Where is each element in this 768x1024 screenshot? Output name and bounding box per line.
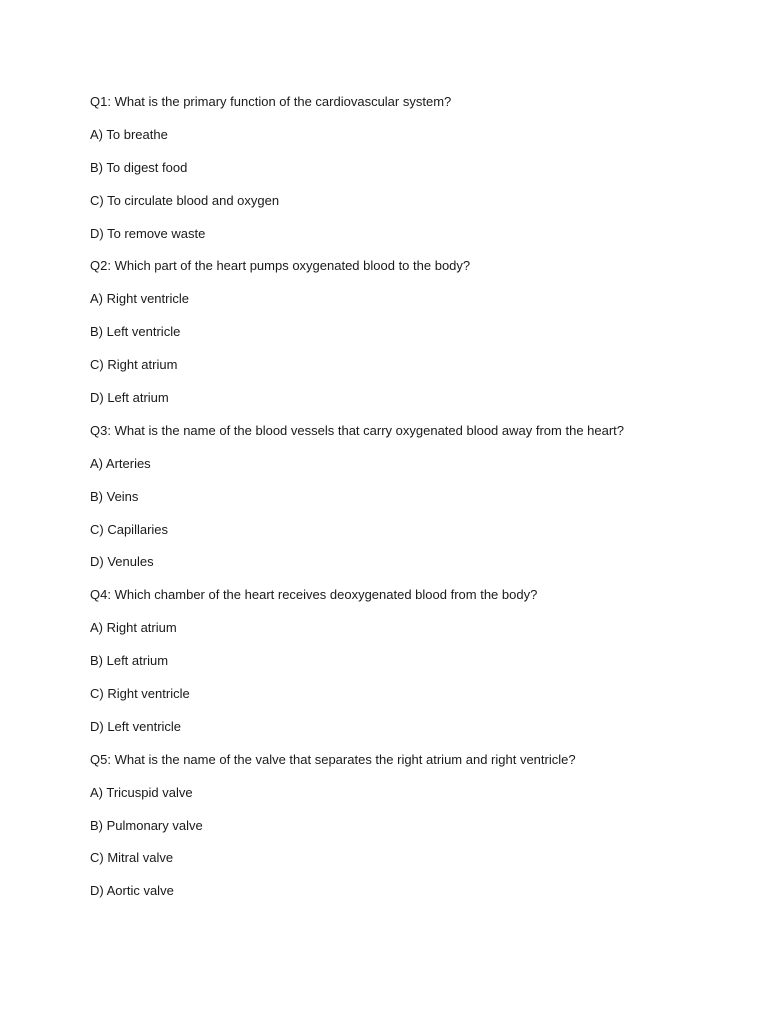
question-3-option-c: C) Capillaries xyxy=(90,521,169,537)
question-2-option-a: A) Right ventricle xyxy=(90,291,189,307)
question-2: Q2: Which part of the heart pumps oxygenated blood to the body? xyxy=(90,258,471,274)
question-5-option-b: B) Pulmonary valve xyxy=(90,817,203,833)
question-1-option-a: A) To breathe xyxy=(90,126,168,142)
question-5-option-d: D) Aortic valve xyxy=(90,883,174,899)
question-4-option-d: D) Left ventricle xyxy=(90,718,182,734)
question-5-option-c: C) Mitral valve xyxy=(90,850,174,866)
question-5: Q5: What is the name of the valve that separates the right atrium and right ventricle? xyxy=(90,751,576,767)
question-5-option-a: A) Tricuspid valve xyxy=(90,784,193,800)
question-3-option-b: B) Veins xyxy=(90,488,139,504)
question-3: Q3: What is the name of the blood vessels that carry oxygenated blood away from the heart? xyxy=(90,422,625,438)
question-4: Q4: Which chamber of the heart receives deoxygenated blood from the body? xyxy=(90,587,538,603)
question-2-option-d: D) Left atrium xyxy=(90,390,169,406)
question-2-option-c: C) Right atrium xyxy=(90,357,178,373)
question-2-option-b: B) Left ventricle xyxy=(90,324,181,340)
question-1-option-d: D) To remove waste xyxy=(90,225,206,241)
question-3-option-a: A) Arteries xyxy=(90,455,151,471)
question-1-option-b: B) To digest food xyxy=(90,159,188,175)
quiz-content xyxy=(90,92,730,914)
question-4-option-c: C) Right ventricle xyxy=(90,686,190,702)
question-3-option-d: D) Venules xyxy=(90,554,154,570)
question-1: Q1: What is the primary function of the cardiovascular system? xyxy=(90,94,452,109)
question-4-option-a: A) Right atrium xyxy=(90,620,177,636)
question-1-option-c: C) To circulate blood and oxygen xyxy=(90,192,280,208)
question-4-option-b: B) Left atrium xyxy=(90,653,169,669)
